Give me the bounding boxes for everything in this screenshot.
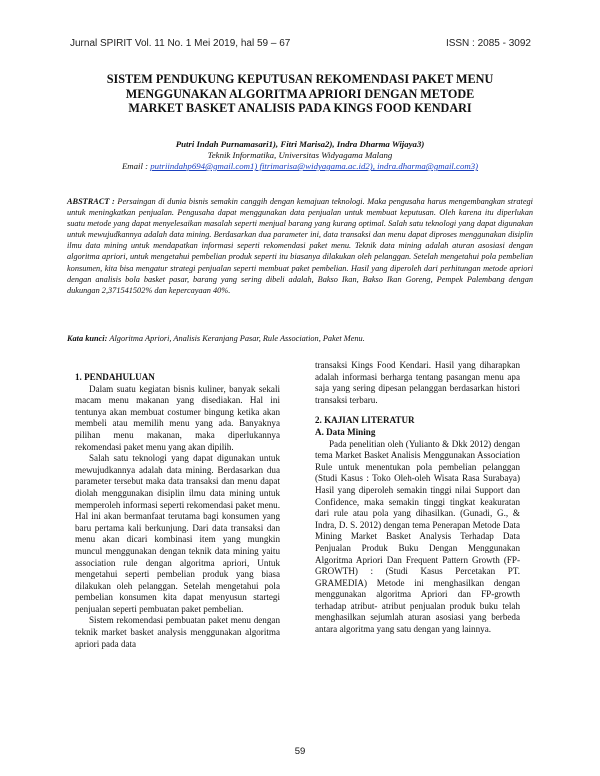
- paragraph: Salah satu teknologi yang dapat digunakan untuk mewujudkannya adalah data mining. Berdasarkan dua parameter tersebut maka data transaksi dan menu dapat diolah menggunakan disiplin ilmu data mining untuk memperoleh informasi seperti rekomendasi paket menu. Hal ini akan bermanfaat terutama bagi konsumen yang baru pertama kali berkunjung. Dari data transaksi dan menu akan dicari kombinasi item yang mungkin muncul menggunakan dengan teknik data mining yaitu association rule dengan algoritma apriori, Untuk mengetahui seperti pembelian produk yang biasa dilakukan oleh pelanggan. Setelah mengetahui pola pembelian konsumen kita dapat menyusun startegi penjualan seperti pembuatan paket pembelian.: [75, 453, 280, 614]
- section-heading-pendahuluan: 1. PENDAHULUAN: [75, 372, 155, 382]
- author-block: [60, 139, 540, 172]
- abstract-text: Persaingan di dunia bisnis semakin canggih dengan kemajuan teknologi. Maka pengusaha harus mengembangkan strategi untuk meningkatkan penjualan. Pengusaha dapat menggunakan data penjualan untuk membuat keputusan. Oleh karena itu diperlukan suatu metode yang dapat menyelesaikan masalah seperti menjual barang yang kurang optimal. Salah satu teknologi yang dapat digunakan untuk mewujudkannya adalah data mining. Berdasarkan dua parameter ini, data transaksi dan menu dapat diproses menggunakan disiplin ilmu data mining untuk mendapatkan informasi seperti rekomendasi paket menu. Teknik data mining adalah aturan asosiasi dengan algoritma apriori, untuk mengetahui pembelian produk seperti itu biasanya dilakukan oleh pelanggan. Setelah mengetahui pola pembelian konsumen, kita bisa mengatur strategi penjualan seperti membuat paket pembelian. Hasil yang diperoleh dari perhitungan metode apriori dengan analisis bola basket pasar, barang yang sering dibeli adalah, Bakso Ikan, Bakso Ikan Goreng, Pempek Palembang dengan dukungan 2,371541502% dan kepercayaan 40%.: [67, 197, 533, 295]
- title-line-3: MARKET BASKET ANALISIS PADA KINGS FOOD KENDARI: [128, 101, 472, 115]
- author-names: Putri Indah Purnamasari1), Fitri Marisa2), Indra Dharma Wijaya3): [175, 139, 425, 149]
- subsection-heading-data-mining: A. Data Mining: [315, 426, 376, 437]
- right-column: [315, 360, 520, 636]
- page-number: 59: [294, 746, 306, 757]
- email-links[interactable]: putriindahp694@gmail.com1) fitrimarisa@widyagama.ac.id2), indra.dharma@gmail.com3): [150, 161, 479, 171]
- abstract: [67, 196, 533, 296]
- paragraph: Sistem rekomendasi pembuatan paket menu dengan teknik market basket analysis menggunakan algoritma apriori pada data: [75, 615, 280, 649]
- keywords-label: Kata kunci:: [67, 334, 110, 343]
- issn-header: ISSN : 2085 - 3092: [445, 38, 531, 49]
- title-line-1: SISTEM PENDUKUNG KEPUTUSAN REKOMENDASI PAKET MENU: [106, 72, 494, 86]
- keywords-text: Algoritma Apriori, Analisis Keranjang Pasar, Rule Association, Paket Menu.: [109, 334, 365, 343]
- keywords: [67, 334, 533, 343]
- email-label: Email :: [121, 161, 151, 171]
- paper-title: [60, 72, 540, 116]
- paragraph: Pada penelitian oleh (Yulianto & Dkk 2012) dengan tema Market Basket Analisis Menggunakan Association Rule untuk menentukan pola pembelian pelanggan (Studi Kasus : Toko Oleh-oleh Wisata Rasa Surabaya) Hasil yang diperoleh semakin tinggi nilai Support dan Confidence, maka semakin tinggi tingkat keakuratan dari rule atau pola yang dihasilkan. (Gunadi, G., & Indra, D. S. 2012) dengan tema Penerapan Metode Data Mining Market Basket Analysis Terhadap Data Penjualan Produk Buku Dengan Menggunakan Algoritma Apriori Dan Frequent Pattern Growth (FP-GROWTH) : (Studi Kasus Percetakan PT. GRAMEDIA) Metode ini menghasilkan dengan menggunakan algoritma Apriori dan FP-growth terhadap atribut- atribut penjualan produk buku telah menghasilkan sejumlah aturan asosiasi yang berbeda antara algoritma yang satu dengan yang lainnya.: [315, 438, 520, 635]
- title-line-2: MENGGUNAKAN ALGORITMA APRIORI DENGAN METODE: [125, 86, 475, 101]
- abstract-label: ABSTRACT :: [67, 197, 118, 206]
- section-heading-kajian-literatur: 2. KAJIAN LITERATUR: [315, 415, 415, 426]
- paragraph-continued: transaksi Kings Food Kendari. Hasil yang diharapkan adalah informasi berharga tentang pasangan menu apa saja yang sering dipesan pelanggan berdasarkan histori transaksi terbaru.: [315, 360, 520, 405]
- affiliation: Teknik Informatika, Universitas Widyagama Malang: [207, 150, 393, 160]
- journal-header: Jurnal SPIRIT Vol. 11 No. 1 Mei 2019, hal 59 – 67: [70, 38, 291, 49]
- paragraph: Dalam suatu kegiatan bisnis kuliner, banyak sekali macam menu makanan yang disediakan. Hal ini tentunya akan membuat costumer bingung ketika akan membeli atau memilih menu yang ada. Banyaknya pilihan menu makanan, maka diperlukannya rekomendasi paket menu yang akan dipilih.: [75, 383, 280, 452]
- email-line: [60, 161, 540, 172]
- left-column: [75, 372, 280, 650]
